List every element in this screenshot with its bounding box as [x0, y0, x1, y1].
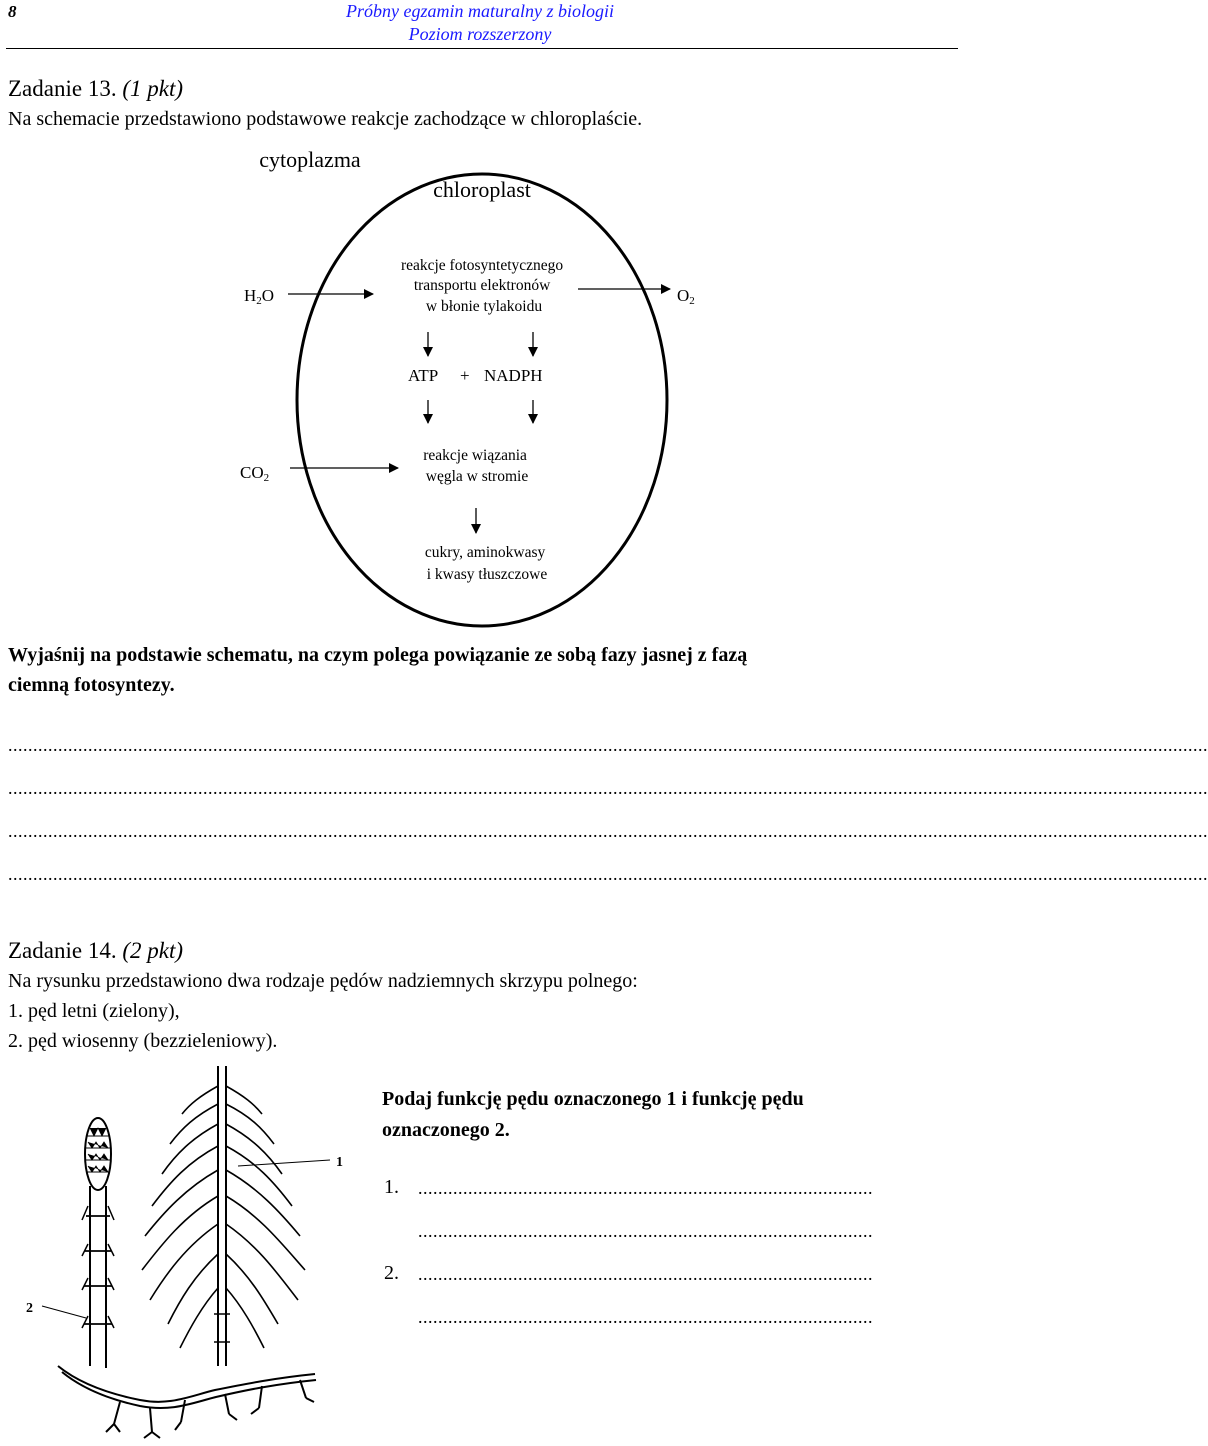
task14-question-line1: Podaj funkcję pędu oznaczonego 1 i funkcję pędu — [382, 1088, 804, 1110]
task14-intro: Na rysunku przedstawiono dwa rodzaje pędów nadziemnych skrzypu polnego: — [8, 970, 638, 992]
answer-1-line[interactable]: ........................................................................................... — [418, 1178, 873, 1198]
task14-item-1: 1. pęd letni (zielony), — [8, 1000, 180, 1022]
task13-intro: Na schemacie przedstawiono podstawowe reakcje zachodzące w chloroplaście. — [8, 108, 643, 130]
answer-2-line[interactable]: ........................................................................................... — [418, 1264, 873, 1284]
atp-label: ATP — [408, 366, 439, 385]
products-label: cukry, aminokwasy i kwasy tłuszczowe — [424, 544, 548, 583]
answer-line[interactable]: ................................................................................................................................................................................................................................................ — [8, 864, 1208, 884]
water-label: H2O — [244, 286, 275, 307]
page-number: 8 — [8, 2, 17, 21]
answer-line[interactable]: ................................................................................................................................................................................................................................................ — [8, 821, 1208, 841]
exam-level: Poziom rozszerzony — [408, 24, 552, 44]
task14-question-line2: oznaczonego 2. — [382, 1119, 510, 1141]
spring-shoot — [82, 1118, 114, 1368]
light-reactions-label: reakcje fotosyntetycznego transportu elektronów w błonie tylakoidu — [400, 257, 564, 315]
answer-2-line[interactable]: ........................................................................................... — [418, 1307, 873, 1327]
co2-label: CO2 — [240, 463, 270, 484]
label-shoot-1: 1 — [336, 1155, 343, 1170]
nadph-label: NADPH — [484, 366, 543, 385]
pointer-line-2 — [42, 1306, 86, 1318]
label-shoot-2: 2 — [26, 1301, 33, 1316]
task14-points: (2 pkt) — [122, 938, 183, 963]
answer-1-number: 1. — [384, 1176, 399, 1198]
task14-number: Zadanie 14. — [8, 938, 117, 963]
answer-1-line[interactable]: ........................................................................................... — [418, 1221, 873, 1241]
task13-number: Zadanie 13. — [8, 76, 117, 101]
horsetail-illustration — [0, 1066, 372, 1446]
task13-question-line1: Wyjaśnij na podstawie schematu, na czym polega powiązanie ze sobą fazy jasnej z fazą — [8, 644, 748, 666]
task14-title — [8, 938, 183, 964]
summer-shoot — [142, 1066, 305, 1366]
chloroplast-diagram — [0, 130, 960, 640]
oxygen-label: O2 — [677, 286, 695, 307]
cytoplasm-label: cytoplazma — [259, 147, 361, 172]
plus-sign: + — [460, 366, 470, 385]
task13-question-line2: ciemną fotosyntezy. — [8, 674, 175, 696]
dark-reactions-label: reakcje wiązania węgla w stromie — [423, 447, 529, 485]
task14-item-2: 2. pęd wiosenny (bezzieleniowy). — [8, 1030, 278, 1052]
answer-line[interactable]: ................................................................................................................................................................................................................................................ — [8, 735, 1208, 755]
exam-title: Próbny egzamin maturalny z biologii — [346, 1, 614, 21]
chloroplast-label: chloroplast — [433, 177, 531, 202]
header-divider — [6, 48, 958, 49]
rhizome — [58, 1366, 316, 1438]
task13-points: (1 pkt) — [122, 76, 183, 101]
answer-2-number: 2. — [384, 1262, 399, 1284]
answer-line[interactable]: ................................................................................................................................................................................................................................................ — [8, 778, 1208, 798]
task13-title — [8, 76, 183, 102]
